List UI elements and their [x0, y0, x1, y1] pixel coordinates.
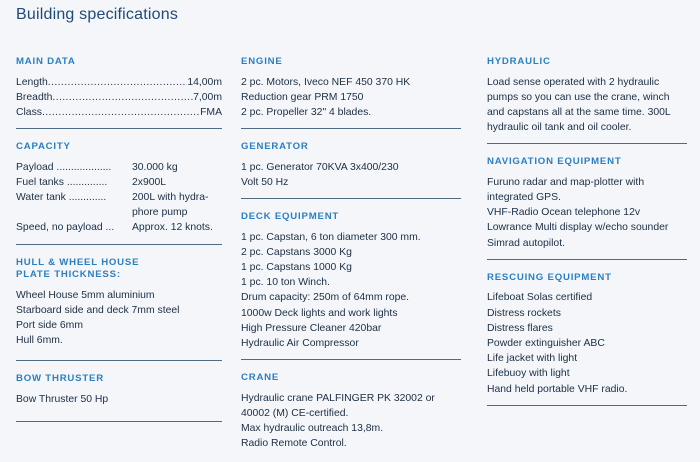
deck-line: Hydraulic Air Compressor	[241, 337, 359, 349]
capacity-value: 30.000 kg	[132, 161, 178, 173]
rescuing-line: Distress rockets	[487, 307, 561, 319]
engine-line: Reduction gear PRM 1750	[241, 91, 364, 103]
hull-line: Wheel House 5mm aluminium	[16, 289, 155, 301]
capacity-row-payload	[16, 160, 222, 175]
hydraulic-text: Load sense operated with 2 hydraulic pumps so you can use the crane, winch and capstans all at the same time. 300L hydraulic oil tank and oil cooler.	[487, 76, 671, 134]
capacity-label: Payload ...................	[16, 161, 112, 173]
spec-value: 7,00m	[193, 91, 222, 103]
spec-row-length	[16, 75, 222, 90]
spec-label: Length	[16, 76, 48, 88]
generator-line: 1 pc. Generator 70KVA 3x400/230	[241, 161, 399, 173]
generator-section	[241, 141, 461, 190]
navigation-line: Lowrance Multi display w/echo sounder	[487, 222, 669, 234]
generator-line: Volt 50 Hz	[241, 176, 289, 188]
rescuing-line: Lifebuoy with light	[487, 368, 570, 380]
hull-line: Starboard side and deck 7mm steel	[16, 304, 180, 316]
crane-line: 40002 (M) CE-certified.	[241, 407, 349, 419]
navigation-title: NAVIGATION EQUIPMENT	[487, 156, 622, 168]
crane-line: Hydraulic crane PALFINGER PK 32002 or	[241, 392, 435, 404]
column-right	[487, 56, 687, 418]
hull-title-line2: PLATE THICKNESS:	[16, 269, 121, 281]
column-middle	[241, 56, 461, 451]
capacity-label: Speed, no payload ...	[16, 222, 115, 234]
rescuing-line: Lifeboat Solas certified	[487, 292, 593, 304]
bow-thruster-line: Bow Thruster 50 Hp	[16, 393, 109, 405]
spec-value: FMA	[200, 106, 222, 118]
spec-row-class	[16, 105, 222, 120]
column-left	[16, 56, 222, 434]
section-divider	[241, 359, 461, 360]
spec-label: Class	[16, 106, 42, 118]
section-divider	[241, 128, 461, 129]
section-divider	[16, 128, 222, 129]
deck-line: 1 pc. Capstan, 6 ton diameter 300 mm.	[241, 231, 421, 243]
rescuing-line: Hand held portable VHF radio.	[487, 383, 628, 395]
section-divider	[487, 259, 687, 260]
capacity-row-fuel	[16, 175, 222, 190]
section-divider	[16, 421, 222, 422]
rescuing-line: Life jacket with light	[487, 353, 578, 365]
hull-line: Port side 6mm	[16, 320, 83, 332]
hull-line: Hull 6mm.	[16, 335, 63, 347]
rescuing-title: RESCUING EQUIPMENT	[487, 271, 612, 283]
section-divider	[487, 143, 687, 144]
section-divider	[241, 198, 461, 199]
navigation-line: Furuno radar and map-plotter with	[487, 176, 645, 188]
bow-thruster-section	[16, 373, 222, 407]
deck-line: 1000w Deck lights and work lights	[241, 307, 398, 319]
deck-line: 2 pc. Capstans 3000 Kg	[241, 246, 352, 258]
crane-line: Radio Remote Control.	[241, 438, 347, 450]
main-data-title: MAIN DATA	[16, 56, 76, 67]
hydraulic-title: HYDRAULIC	[487, 56, 551, 67]
spec-value: 14,00m	[187, 76, 222, 88]
deck-line: 1 pc. 10 ton Winch.	[241, 277, 330, 289]
section-divider	[487, 405, 687, 406]
deck-section	[241, 211, 461, 351]
page-title: Building specifications	[16, 6, 179, 23]
capacity-section	[16, 141, 222, 236]
capacity-row-speed	[16, 220, 222, 235]
navigation-line: integrated GPS.	[487, 192, 561, 204]
deck-line: Drum capacity: 250m of 64mm rope.	[241, 292, 410, 304]
crane-title: CRANE	[241, 372, 280, 384]
spec-label: Breadth	[16, 91, 53, 103]
generator-title: GENERATOR	[241, 141, 309, 153]
capacity-label: Water tank .............	[16, 192, 107, 204]
deck-line: High Pressure Cleaner 420bar	[241, 322, 382, 334]
hull-title	[16, 257, 222, 282]
capacity-title: CAPACITY	[16, 141, 71, 153]
capacity-label: Fuel tanks ..............	[16, 176, 108, 188]
capacity-value: 200L with hydra-phore pump	[132, 192, 209, 219]
crane-section	[241, 372, 461, 451]
section-divider	[16, 244, 222, 245]
engine-line: 2 pc. Propeller 32" 4 blades.	[241, 106, 372, 118]
spec-row-breadth	[16, 90, 222, 105]
hull-section	[16, 257, 222, 349]
navigation-line: VHF-Radio Ocean telephone 12v	[487, 207, 641, 219]
deck-line: 1 pc. Capstans 1000 Kg	[241, 261, 352, 273]
capacity-row-water	[16, 190, 222, 220]
rescuing-line: Powder extinguisher ABC	[487, 337, 605, 349]
section-divider	[16, 360, 222, 361]
navigation-line: Simrad autopilot.	[487, 237, 565, 249]
main-data-section	[16, 56, 222, 120]
rescuing-section	[487, 272, 687, 397]
deck-title: DECK EQUIPMENT	[241, 211, 340, 223]
engine-title: ENGINE	[241, 56, 283, 67]
capacity-value: 2x900L	[132, 176, 167, 188]
hydraulic-section	[487, 56, 687, 135]
engine-line: 2 pc. Motors, Iveco NEF 450 370 HK	[241, 76, 411, 88]
hull-title-line1: HULL & WHEEL HOUSE	[16, 256, 140, 268]
navigation-section	[487, 156, 687, 251]
crane-line: Max hydraulic outreach 13,8m.	[241, 423, 384, 435]
bow-thruster-title: BOW THRUSTER	[16, 373, 104, 385]
capacity-value: Approx. 12 knots.	[132, 222, 213, 234]
engine-section	[241, 56, 461, 120]
rescuing-line: Distress flares	[487, 322, 553, 334]
